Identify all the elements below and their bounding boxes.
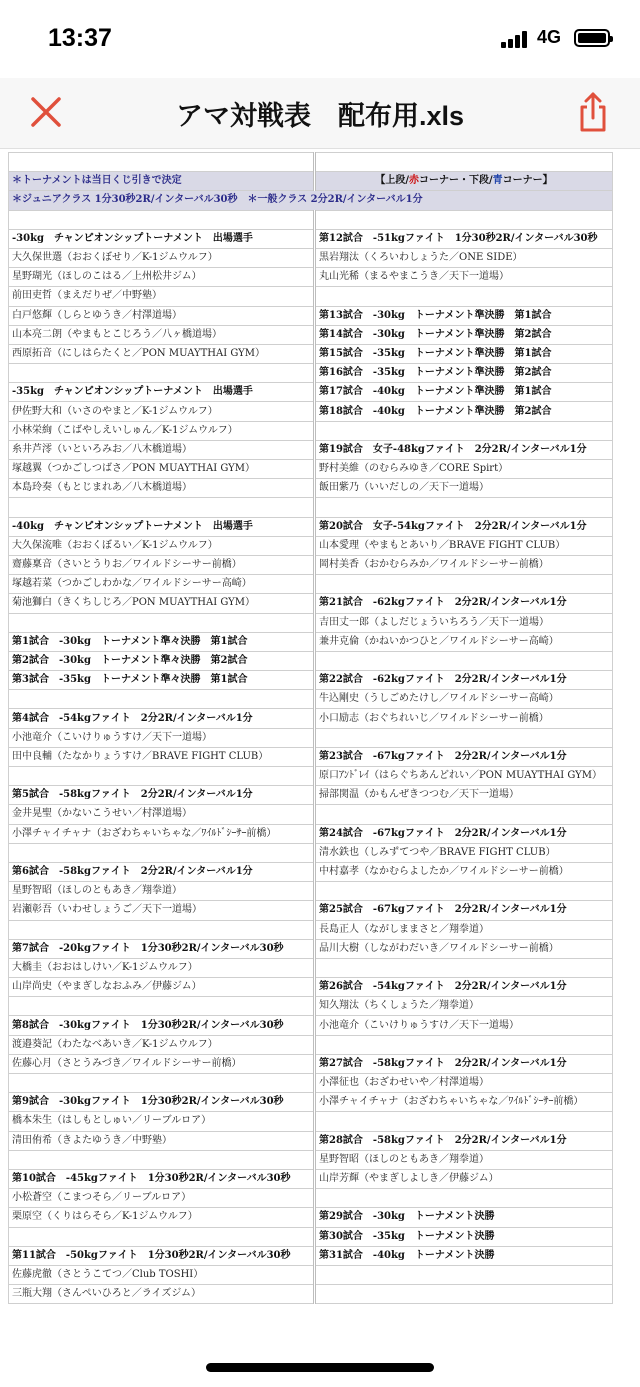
table-row: [9, 805, 613, 824]
table-row: [9, 862, 613, 881]
share-button[interactable]: [576, 90, 610, 134]
table-row: [9, 651, 613, 670]
table-row: [9, 939, 613, 958]
table-cell-left: 糸井芦澪（いといろみお／八木橋道場）: [9, 440, 315, 459]
table-cell-left: [9, 210, 315, 229]
table-cell-left: 第1試合 -30kg トーナメント準々決勝 第1試合: [9, 632, 315, 651]
table-row: [9, 997, 613, 1016]
table-cell-left: 山本亮二朗（やまもとこじろう／八ヶ橋道場）: [9, 325, 315, 344]
table-cell-right: 黒岩翔汰（くろいわしょうた／ONE SIDE）: [315, 248, 613, 267]
table-cell-right: 牛込剛史（うしごめたけし／ワイルドシーサー高崎）: [315, 690, 613, 709]
table-cell-right: 第20試合 女子-54kgファイト 2分2R/インターバル1分: [315, 517, 613, 536]
table-cell-right: [315, 498, 613, 517]
table-cell-right: [315, 1265, 613, 1284]
table-row: [9, 287, 613, 306]
table-cell-left: 岩瀬彰吾（いわせしょうご／天下一道場）: [9, 901, 315, 920]
table-row: [9, 1074, 613, 1093]
table-cell-left: [9, 1074, 315, 1093]
table-row: [9, 767, 613, 786]
table-row: [9, 1054, 613, 1073]
table-cell-left: 小池竜介（こいけりゅうすけ／天下一道場）: [9, 728, 315, 747]
table-cell-right: 第21試合 -62kgファイト 2分2R/インターバル1分: [315, 594, 613, 613]
table-cell-left: -40kg チャンピオンシップトーナメント 出場選手: [9, 517, 315, 536]
table-cell-left: 本島玲奏（もとじまれあ／八木橋道場）: [9, 479, 315, 498]
table-row: [9, 1246, 613, 1265]
table-cell-right: 第24試合 -67kgファイト 2分2R/インターバル1分: [315, 824, 613, 843]
table-row: [9, 1035, 613, 1054]
table-cell-left: 齋藤稟音（さいとうりお／ワイルドシーサー前橋）: [9, 555, 315, 574]
battery-icon: [574, 29, 610, 47]
table-row: [9, 555, 613, 574]
table-row: [9, 153, 613, 172]
table-row: [9, 268, 613, 287]
table-cell-left: 第7試合 -20kgファイト 1分30秒2R/インターバル30秒: [9, 939, 315, 958]
table-row: [9, 479, 613, 498]
table-row: [9, 594, 613, 613]
table-row: [9, 1285, 613, 1304]
table-cell-right: 第28試合 -58kgファイト 2分2R/インターバル1分: [315, 1131, 613, 1150]
table-row: [9, 498, 613, 517]
table-cell-right: 第16試合 -35kg トーナメント準決勝 第2試合: [315, 364, 613, 383]
document-toolbar: [0, 78, 640, 149]
table-cell-right: 山岸芳輝（やまぎしよしき／伊藤ジム）: [315, 1169, 613, 1188]
table-cell-right: 清水鉄也（しみずてつや／BRAVE FIGHT CLUB）: [315, 843, 613, 862]
table-row: [9, 690, 613, 709]
table-cell-right: 第14試合 -30kg トーナメント準決勝 第2試合: [315, 325, 613, 344]
table-row: [9, 1189, 613, 1208]
table-cell-left: -30kg チャンピオンシップトーナメント 出場選手: [9, 229, 315, 248]
table-row: [9, 1227, 613, 1246]
table-cell-right: [315, 1285, 613, 1304]
table-cell-right: [315, 1112, 613, 1131]
table-row: [9, 421, 613, 440]
table-cell-left: [9, 498, 315, 517]
cellular-signal-icon: [501, 30, 531, 48]
table-row: [9, 575, 613, 594]
table-row: [9, 517, 613, 536]
table-row: [9, 440, 613, 459]
table-cell-right: 山本愛理（やまもとあいり／BRAVE FIGHT CLUB）: [315, 536, 613, 555]
table-cell-left: 第3試合 -35kg トーナメント準々決勝 第1試合: [9, 671, 315, 690]
table-cell-right: 飯田紫乃（いいだしの／天下一道場）: [315, 479, 613, 498]
table-row: [9, 747, 613, 766]
table-cell-left: 清田侑希（きよたゆうき／中野塾）: [9, 1131, 315, 1150]
table-cell-left: 栗原空（くりはらそら／K-1ジムウルフ）: [9, 1208, 315, 1227]
table-cell-right: 第19試合 女子-48kgファイト 2分2R/インターバル1分: [315, 440, 613, 459]
table-cell-left: 大久保世選（おおくぼせり／K-1ジムウルフ）: [9, 248, 315, 267]
table-cell-left: 小澤チャイチャナ（おざわちゃいちゃな／ﾜｲﾙﾄﾞｼｰｻｰ前橋）: [9, 824, 315, 843]
status-bar: [0, 0, 640, 78]
table-row: [9, 364, 613, 383]
table-row: [9, 1112, 613, 1131]
share-icon: [576, 90, 610, 134]
table-cell-right: 第27試合 -58kgファイト 2分2R/インターバル1分: [315, 1054, 613, 1073]
table-cell-right: 第12試合 -51kgファイト 1分30秒2R/インターバル30秒: [315, 229, 613, 248]
table-row: [9, 786, 613, 805]
table-cell-left: 金井晃聖（かないこうせい／村澤道場）: [9, 805, 315, 824]
table-cell-right: 第29試合 -30kg トーナメント決勝: [315, 1208, 613, 1227]
table-cell-right: 第18試合 -40kg トーナメント準決勝 第2試合: [315, 402, 613, 421]
table-cell-right: 第23試合 -67kgファイト 2分2R/インターバル1分: [315, 747, 613, 766]
match-table: [8, 152, 613, 1304]
table-row: [9, 306, 613, 325]
table-cell-left: 塚越翼（つかごしつばさ／PON MUAYTHAI GYM）: [9, 460, 315, 479]
table-cell: [315, 153, 613, 172]
table-cell-right: [315, 805, 613, 824]
table-cell-right: [315, 1189, 613, 1208]
table-cell-left: 第11試合 -50kgファイト 1分30秒2R/インターバル30秒: [9, 1246, 315, 1265]
table-cell-left: 田中良輔（たなかりょうすけ／BRAVE FIGHT CLUB）: [9, 747, 315, 766]
table-cell-left: 佐藤心月（さとうみづき／ワイルドシーサー前橋）: [9, 1054, 315, 1073]
table-cell-right: 丸山光稀（まるやまこうき／天下一道場）: [315, 268, 613, 287]
spreadsheet-view[interactable]: [8, 152, 612, 1304]
table-row: [9, 920, 613, 939]
table-cell-right: 星野智昭（ほしのともあき／翔拳道）: [315, 1150, 613, 1169]
table-cell-right: 第30試合 -35kg トーナメント決勝: [315, 1227, 613, 1246]
table-cell-right: 第15試合 -35kg トーナメント準決勝 第1試合: [315, 344, 613, 363]
header-cell-left: ＊トーナメントは当日くじ引きで決定: [9, 172, 315, 191]
table-row: [9, 325, 613, 344]
table-cell-right: [315, 1035, 613, 1054]
table-row: [9, 613, 613, 632]
table-row: [9, 1093, 613, 1112]
table-cell-left: 第10試合 -45kgファイト 1分30秒2R/インターバル30秒: [9, 1169, 315, 1188]
table-cell-left: 星野瑚光（ほしのこはる／上州松井ジム）: [9, 268, 315, 287]
table-row: [9, 1265, 613, 1284]
table-cell-left: 山岸尚史（やまぎしなおふみ／伊藤ジム）: [9, 978, 315, 997]
table-cell-left: 星野智昭（ほしのともあき／翔拳道）: [9, 882, 315, 901]
table-row: [9, 210, 613, 229]
table-cell: [9, 153, 315, 172]
home-indicator[interactable]: [206, 1363, 434, 1372]
table-row: [9, 344, 613, 363]
table-row: [9, 978, 613, 997]
table-cell-left: [9, 1227, 315, 1246]
red-corner-label: 赤: [409, 175, 419, 187]
table-cell-left: [9, 843, 315, 862]
header-row: [9, 172, 613, 191]
table-cell-left: 第8試合 -30kgファイト 1分30秒2R/インターバル30秒: [9, 1016, 315, 1035]
table-row: [9, 1016, 613, 1035]
table-cell-right: [315, 882, 613, 901]
table-cell-left: 佐藤虎徹（さとうこてつ／Club TOSHI）: [9, 1265, 315, 1284]
table-row: [9, 1150, 613, 1169]
table-cell-right: 中村嘉孝（なかむらよしたか／ワイルドシーサー前橋）: [315, 862, 613, 881]
table-row: [9, 882, 613, 901]
table-row: [9, 728, 613, 747]
table-cell-right: [315, 210, 613, 229]
table-cell-left: [9, 1150, 315, 1169]
status-time: 13:37: [48, 24, 112, 52]
header-cell-right: [315, 172, 613, 191]
table-row: [9, 901, 613, 920]
table-cell-left: 菊池獅白（きくちしじろ／PON MUAYTHAI GYM）: [9, 594, 315, 613]
table-cell-left: 第4試合 -54kgファイト 2分2R/インターバル1分: [9, 709, 315, 728]
table-cell-right: 第31試合 -40kg トーナメント決勝: [315, 1246, 613, 1265]
table-cell-right: 野村美維（のむらみゆき／CORE Spirt）: [315, 460, 613, 479]
table-cell-right: [315, 958, 613, 977]
table-cell-right: 兼井克倫（かねいかつひと／ワイルドシーサー高崎）: [315, 632, 613, 651]
table-cell-right: 第25試合 -67kgファイト 2分2R/インターバル1分: [315, 901, 613, 920]
table-row: [9, 248, 613, 267]
table-row: [9, 383, 613, 402]
table-cell-left: 白戸悠輝（しらとゆうき／村澤道場）: [9, 306, 315, 325]
table-cell-right: [315, 651, 613, 670]
table-cell-left: 三瓶大翔（さんぺいひろと／ライズジム）: [9, 1285, 315, 1304]
table-cell-left: 小松蒼空（こまつそら／リーブルロア）: [9, 1189, 315, 1208]
table-row: [9, 1208, 613, 1227]
corner-note-part: コーナー】: [502, 175, 553, 187]
table-cell-left: -35kg チャンピオンシップトーナメント 出場選手: [9, 383, 315, 402]
table-cell-left: 大橋圭（おおはしけい／K-1ジムウルフ）: [9, 958, 315, 977]
table-row: [9, 709, 613, 728]
table-row: [9, 229, 613, 248]
table-cell-right: 第22試合 -62kgファイト 2分2R/インターバル1分: [315, 671, 613, 690]
table-row: [9, 843, 613, 862]
table-cell-left: 小林栄絢（こばやしえいしゅん／K-1ジムウルフ）: [9, 421, 315, 440]
table-row: [9, 671, 613, 690]
table-cell-right: [315, 287, 613, 306]
table-cell-left: 渡邉葵記（わたなべあいき／K-1ジムウルフ）: [9, 1035, 315, 1054]
table-cell-right: 岡村美香（おかむらみか／ワイルドシーサー前橋）: [315, 555, 613, 574]
table-cell-right: 小口励志（おぐちれいじ／ワイルドシーサー前橋）: [315, 709, 613, 728]
table-row: [9, 1131, 613, 1150]
table-row: [9, 460, 613, 479]
table-cell-left: [9, 364, 315, 383]
table-cell-left: 塚越若菜（つかごしわかな／ワイルドシーサー高崎）: [9, 575, 315, 594]
blue-corner-label: 青: [492, 175, 503, 187]
table-cell-right: [315, 728, 613, 747]
table-cell-left: 第6試合 -58kgファイト 2分2R/インターバル1分: [9, 862, 315, 881]
table-cell-right: [315, 421, 613, 440]
table-cell-left: 大久保流唯（おおくぼるい／K-1ジムウルフ）: [9, 536, 315, 555]
table-cell-left: 前田吏哲（まえだりぜ／中野塾）: [9, 287, 315, 306]
table-cell-left: 橋本朱生（はしもとしゅい／リーブルロア）: [9, 1112, 315, 1131]
table-cell-right: 品川大樹（しながわだいき／ワイルドシーサー前橋）: [315, 939, 613, 958]
table-cell-left: [9, 920, 315, 939]
table-row: [9, 1169, 613, 1188]
table-row: [9, 632, 613, 651]
table-cell-left: [9, 613, 315, 632]
table-cell-right: 長島正人（ながしままさと／翔拳道）: [315, 920, 613, 939]
table-row: [9, 536, 613, 555]
table-cell-right: 知久翔汰（ちくしょうた／翔拳道）: [315, 997, 613, 1016]
table-cell-right: 小澤征也（おざわせいや／村澤道場）: [315, 1074, 613, 1093]
corner-note-part: 【上段/: [375, 175, 409, 187]
table-cell-right: 小澤チャイチャナ（おざわちゃいちゃな／ﾜｲﾙﾄﾞｼｰｻｰ前橋）: [315, 1093, 613, 1112]
table-cell-right: [315, 575, 613, 594]
table-row: [9, 824, 613, 843]
header-cell-classes: ＊ジュニアクラス 1分30秒2R/インターバル30秒 ＊一般クラス 2分2R/インターバル1分: [9, 191, 613, 210]
network-type: 4G: [537, 27, 562, 47]
table-cell-left: [9, 767, 315, 786]
table-cell-left: 第5試合 -58kgファイト 2分2R/インターバル1分: [9, 786, 315, 805]
table-cell-left: [9, 997, 315, 1016]
table-cell-right: 原口ｱﾝﾄﾞﾚｲ（はらぐちあんどれい／PON MUAYTHAI GYM）: [315, 767, 613, 786]
close-button[interactable]: [28, 94, 64, 130]
table-cell-left: 第9試合 -30kgファイト 1分30秒2R/インターバル30秒: [9, 1093, 315, 1112]
table-cell-left: 西原拓音（にしはらたくと／PON MUAYTHAI GYM）: [9, 344, 315, 363]
table-cell-right: 第17試合 -40kg トーナメント準決勝 第1試合: [315, 383, 613, 402]
document-title: アマ対戦表 配布用.xls: [175, 101, 465, 131]
table-cell-right: 第13試合 -30kg トーナメント準決勝 第1試合: [315, 306, 613, 325]
table-cell-left: [9, 690, 315, 709]
close-icon: [28, 94, 64, 130]
table-row: [9, 402, 613, 421]
table-cell-left: 第2試合 -30kg トーナメント準々決勝 第2試合: [9, 651, 315, 670]
table-cell-right: 第26試合 -54kgファイト 2分2R/インターバル1分: [315, 978, 613, 997]
table-row: [9, 958, 613, 977]
header-row: [9, 191, 613, 210]
table-cell-right: 小池竜介（こいけりゅうすけ／天下一道場）: [315, 1016, 613, 1035]
corner-note-part: コーナー・下段/: [419, 175, 493, 187]
table-cell-right: 掃部関温（かもんぜきつつむ／天下一道場）: [315, 786, 613, 805]
table-cell-right: 吉田丈一郎（よしだじょういちろう／天下一道場）: [315, 613, 613, 632]
table-cell-left: 伊佐野大和（いさのやまと／K-1ジムウルフ）: [9, 402, 315, 421]
